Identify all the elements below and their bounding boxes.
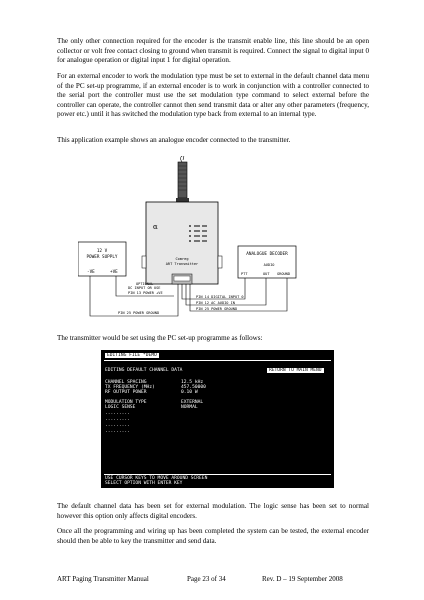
pin25-right-label: PIN 25 POWER GROUND	[196, 307, 238, 311]
screen-help-line2: SELECT OPTION WITH ENTER KEY	[105, 481, 183, 486]
return-to-main-menu-option[interactable]: RETURN TO MAIN MENU	[269, 368, 322, 373]
out-label: OUT	[263, 272, 270, 276]
pin12-label: PIN 12 AC AUDIO IN	[196, 301, 235, 305]
transmitter-unit	[142, 202, 222, 284]
optional-line1: OPTIONAL	[136, 282, 154, 286]
analogue-decoder-box	[238, 246, 296, 278]
ptt-label: PTT	[241, 272, 248, 276]
optional-line2: DC INPUT OR USE	[128, 286, 161, 290]
screen-divider-bottom	[104, 474, 331, 475]
device-name-line1: Comreg	[175, 257, 189, 261]
placeholder-row: .........	[105, 429, 130, 434]
paragraph-testing: Once all the programming and wiring up has been completed the system can be tested, the external encoder should then be able to key the transmitter and send data.	[57, 527, 369, 545]
setting-value[interactable]: NORMAL	[181, 405, 198, 410]
pin14-label: PIN 14 DIGITAL INPUT 0	[196, 295, 244, 299]
setting-value[interactable]: 457.50000	[181, 385, 206, 390]
setting-label: CHANNEL SPACING	[105, 380, 147, 385]
screen-help-line1: USE CURSOR KEYS TO MOVE AROUND SCREEN	[105, 476, 208, 481]
placeholder-row: .........	[105, 417, 130, 422]
paragraph-default-channel: The default channel data has been set for external modulation. The logic sense has been set to normal however this option only affects digital encoders.	[57, 502, 369, 520]
pin25-left-label: PIN 25 POWER GROUND	[118, 311, 160, 315]
placeholder-row: .........	[105, 423, 130, 428]
setting-value[interactable]: EXTERNAL	[181, 400, 204, 405]
setting-value[interactable]: 0.10 W	[181, 390, 198, 395]
power-supply-line1: 12 V	[96, 249, 108, 254]
ground-label: GROUND	[277, 272, 290, 276]
setting-label: LOGIC SENSE	[105, 405, 136, 410]
neg-terminal-label: -VE	[87, 270, 95, 275]
setup-program-screen	[101, 350, 334, 488]
screen-section-title: EDITING DEFAULT CHANNEL DATA	[105, 368, 183, 373]
paragraph-transmit-enable: The only other connection required for the encoder is the transmit enable line, this line should be an open collector or volt free contact closing to ground when transmit is required. Connect the signal to digital input 0 for analogue operation or digital input 1 for digital operation.	[57, 37, 369, 65]
paragraph-external-encoder: For an external encoder to work the modulation type must be set to external in the default channel data menu of the PC set-up programme, if an external encoder is to work in conjunction with a controller connected to the serial port the controller must use the set modulation type command to select external before the controller can operate, the controller cannot then send transmit data or alter any other parameters (frequency, power etc.) until it has switched the modulation type back from external to an internal type.	[57, 72, 369, 119]
screen-header: EDITING FILE *DEMO	[107, 353, 157, 358]
power-supply-line2: POWER SUPPLY	[86, 255, 118, 260]
placeholder-row: .........	[105, 411, 130, 416]
optional-line3: PIN 13 POWER +VE	[128, 291, 163, 295]
pos-terminal-label: +VE	[110, 270, 118, 275]
brand-symbol: α	[153, 223, 158, 231]
paragraph-setup-intro: The transmitter would be set using the PC set-up programme as follows:	[57, 334, 263, 342]
footer-page-number: Page 23 of 34	[187, 575, 226, 583]
setting-label: MODULATION TYPE	[105, 400, 147, 405]
paragraph-application-example: This application example shows an analogue encoder connected to the transmitter.	[57, 136, 291, 144]
wiring-diagram	[78, 156, 348, 324]
device-name-line2: ART Transmitter	[165, 262, 199, 266]
antenna-icon	[176, 156, 189, 202]
footer-manual-title: ART Paging Transmitter Manual	[57, 575, 149, 583]
screen-divider-top	[104, 360, 331, 361]
power-supply-box	[78, 242, 126, 276]
setting-label: TX FREQUENCY (MHz)	[105, 385, 155, 390]
setting-label: RF OUTPUT POWER	[105, 390, 147, 395]
decoder-title: ANALOGUE DECODER	[246, 252, 288, 257]
audio-label: AUDIO	[263, 263, 275, 267]
setting-value[interactable]: 12.5 kHz	[181, 380, 204, 385]
footer-revision: Rev. D – 19 September 2008	[262, 575, 343, 583]
